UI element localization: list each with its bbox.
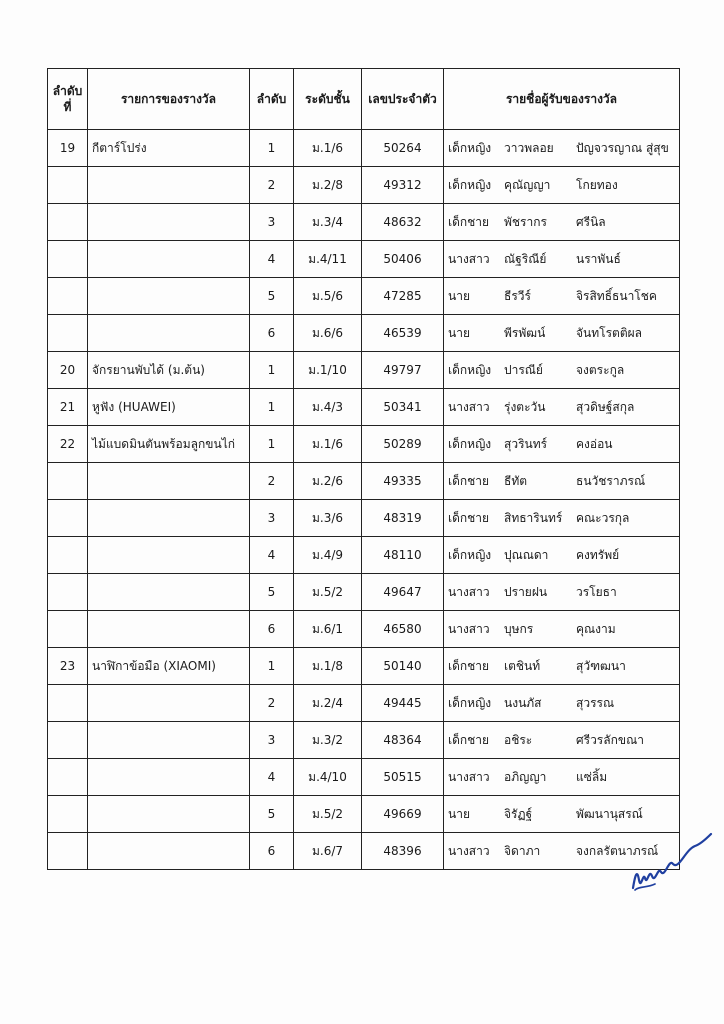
recipient-first-name: รุ่งตะวัน	[504, 399, 546, 414]
recipient-first-name: ธีทัต	[504, 473, 528, 488]
cell-recipient	[444, 130, 680, 167]
recipient-first-name: จิรัฏฐ์	[504, 806, 533, 821]
cell-order: 4	[250, 759, 294, 796]
header-item: รายการของรางวัล	[88, 69, 250, 130]
cell-grade: ม.4/3	[294, 389, 362, 426]
cell-recipient	[444, 278, 680, 315]
recipient-title: นางสาว	[448, 621, 490, 636]
cell-grade: ม.5/2	[294, 796, 362, 833]
cell-item	[88, 833, 250, 870]
table-row	[48, 204, 680, 241]
cell-grade: ม.4/9	[294, 537, 362, 574]
header-grade: ระดับชั้น	[294, 69, 362, 130]
cell-recipient	[444, 574, 680, 611]
cell-order: 3	[250, 722, 294, 759]
recipient-last-name: จันทโรตติผล	[576, 325, 643, 340]
recipient-title: เด็กชาย	[448, 658, 490, 673]
cell-student-id: 48632	[362, 204, 444, 241]
cell-recipient	[444, 167, 680, 204]
cell-recipient	[444, 500, 680, 537]
recipient-last-name: ศรีนิล	[576, 214, 606, 229]
recipient-first-name: ธีรวีร์	[504, 288, 531, 303]
cell-no	[48, 241, 88, 278]
cell-item: กีตาร์โปร่ง	[88, 130, 250, 167]
table-row	[48, 685, 680, 722]
recipient-first-name: ปุณณดา	[504, 547, 549, 562]
recipient-first-name: นงนภัส	[504, 695, 542, 710]
recipient-last-name: แซ่ลิ้ม	[576, 769, 608, 784]
recipient-title: เด็กชาย	[448, 473, 490, 488]
recipient-title: เด็กหญิง	[448, 436, 492, 451]
cell-grade: ม.6/6	[294, 315, 362, 352]
cell-no	[48, 574, 88, 611]
table-row	[48, 759, 680, 796]
cell-order: 6	[250, 315, 294, 352]
recipient-last-name: สุวัฑฒนา	[576, 658, 626, 673]
recipient-last-name: ธนวัชราภรณ์	[576, 473, 646, 488]
recipient-title: นางสาว	[448, 584, 490, 599]
recipient-last-name: จิรสิทธิ์ธนาโชค	[576, 288, 657, 303]
header-order: ลำดับ	[250, 69, 294, 130]
cell-grade: ม.4/11	[294, 241, 362, 278]
cell-order: 1	[250, 389, 294, 426]
cell-recipient	[444, 352, 680, 389]
cell-no	[48, 278, 88, 315]
cell-grade: ม.3/6	[294, 500, 362, 537]
recipient-last-name: นราพันธ์	[576, 251, 621, 266]
cell-recipient	[444, 389, 680, 426]
recipient-last-name: ศรีวรลักขณา	[576, 732, 644, 747]
cell-grade: ม.2/6	[294, 463, 362, 500]
header-student-id: เลขประจำตัว	[362, 69, 444, 130]
cell-student-id: 48110	[362, 537, 444, 574]
cell-order: 5	[250, 278, 294, 315]
recipient-title: เด็กชาย	[448, 510, 490, 525]
cell-recipient	[444, 685, 680, 722]
recipient-first-name: พีรพัฒน์	[504, 325, 546, 340]
cell-item	[88, 796, 250, 833]
table-row	[48, 463, 680, 500]
cell-item	[88, 167, 250, 204]
cell-student-id: 49669	[362, 796, 444, 833]
table-row	[48, 278, 680, 315]
cell-no	[48, 500, 88, 537]
recipient-title: นางสาว	[448, 843, 490, 858]
recipient-first-name: จิดาภา	[504, 843, 541, 858]
cell-order: 1	[250, 352, 294, 389]
cell-no: 20	[48, 352, 88, 389]
cell-order: 1	[250, 130, 294, 167]
cell-grade: ม.4/10	[294, 759, 362, 796]
cell-recipient	[444, 796, 680, 833]
recipient-last-name: สุวรรณ	[576, 695, 615, 710]
recipient-last-name: สุวดิษฐ์สกุล	[576, 399, 635, 414]
recipient-last-name: จงตระกูล	[576, 362, 625, 377]
cell-no	[48, 685, 88, 722]
cell-no	[48, 463, 88, 500]
recipient-first-name: สุวรินทร์	[504, 436, 548, 451]
cell-grade: ม.1/8	[294, 648, 362, 685]
recipient-title: เด็กหญิง	[448, 547, 492, 562]
cell-no	[48, 167, 88, 204]
recipient-last-name: คุณงาม	[576, 621, 616, 636]
table-row	[48, 426, 680, 463]
recipient-last-name: จงกลรัตนาภรณ์	[576, 843, 659, 858]
recipient-first-name: เตชินท์	[504, 658, 541, 673]
award-recipients-table	[47, 68, 680, 870]
cell-recipient	[444, 611, 680, 648]
cell-item	[88, 537, 250, 574]
recipient-title: นางสาว	[448, 251, 490, 266]
cell-order: 4	[250, 241, 294, 278]
cell-student-id: 48364	[362, 722, 444, 759]
recipient-last-name: คณะวรกุล	[576, 510, 630, 525]
table-row	[48, 389, 680, 426]
cell-order: 3	[250, 204, 294, 241]
table-row	[48, 352, 680, 389]
cell-order: 2	[250, 685, 294, 722]
cell-recipient	[444, 648, 680, 685]
recipient-first-name: วาวพลอย	[504, 140, 554, 155]
signature-mark	[625, 828, 715, 898]
recipient-last-name: วรโยธา	[576, 584, 617, 599]
cell-order: 5	[250, 574, 294, 611]
cell-no: 19	[48, 130, 88, 167]
cell-item	[88, 241, 250, 278]
recipient-title: นางสาว	[448, 399, 490, 414]
recipient-title: เด็กหญิง	[448, 177, 492, 192]
recipient-title: เด็กหญิง	[448, 140, 492, 155]
cell-no	[48, 315, 88, 352]
table-header-row	[48, 69, 680, 130]
table-row	[48, 611, 680, 648]
cell-item	[88, 685, 250, 722]
table-row	[48, 833, 680, 870]
recipient-first-name: พัชรากร	[504, 214, 547, 229]
cell-grade: ม.5/6	[294, 278, 362, 315]
cell-order: 6	[250, 833, 294, 870]
cell-student-id: 46580	[362, 611, 444, 648]
cell-no	[48, 833, 88, 870]
cell-student-id: 47285	[362, 278, 444, 315]
cell-student-id: 48396	[362, 833, 444, 870]
cell-order: 4	[250, 537, 294, 574]
cell-no	[48, 796, 88, 833]
recipient-last-name: คงทรัพย์	[576, 547, 620, 562]
cell-student-id: 49335	[362, 463, 444, 500]
cell-student-id: 50289	[362, 426, 444, 463]
cell-recipient	[444, 241, 680, 278]
cell-grade: ม.1/10	[294, 352, 362, 389]
recipient-title: เด็กชาย	[448, 214, 490, 229]
cell-student-id: 49312	[362, 167, 444, 204]
cell-student-id: 50264	[362, 130, 444, 167]
cell-recipient	[444, 426, 680, 463]
recipient-title: นาย	[448, 806, 470, 821]
header-recipient: รายชื่อผู้รับของรางวัล	[444, 69, 680, 130]
cell-student-id: 50515	[362, 759, 444, 796]
cell-order: 2	[250, 463, 294, 500]
recipient-first-name: สิทธารินทร์	[504, 510, 563, 525]
cell-item	[88, 278, 250, 315]
table-row	[48, 241, 680, 278]
table-row	[48, 500, 680, 537]
table-row	[48, 574, 680, 611]
recipient-title: เด็กหญิง	[448, 695, 492, 710]
recipient-first-name: บุษกร	[504, 621, 534, 636]
cell-order: 6	[250, 611, 294, 648]
cell-item	[88, 204, 250, 241]
cell-order: 5	[250, 796, 294, 833]
cell-grade: ม.1/6	[294, 130, 362, 167]
recipient-first-name: ณัฐริณีย์	[504, 251, 547, 266]
cell-item: ไม้แบดมินตันพร้อมลูกขนไก่	[88, 426, 250, 463]
recipient-first-name: คุณัญญา	[504, 177, 551, 192]
cell-no	[48, 722, 88, 759]
cell-item	[88, 759, 250, 796]
recipient-last-name: คงอ่อน	[576, 436, 613, 451]
cell-item: นาฬิกาข้อมือ (XIAOMI)	[88, 648, 250, 685]
recipient-first-name: อชิระ	[504, 732, 533, 747]
recipient-first-name: ปารณีย์	[504, 362, 543, 377]
cell-student-id: 46539	[362, 315, 444, 352]
cell-recipient	[444, 463, 680, 500]
cell-grade: ม.6/7	[294, 833, 362, 870]
cell-recipient	[444, 722, 680, 759]
cell-order: 3	[250, 500, 294, 537]
cell-no: 21	[48, 389, 88, 426]
cell-student-id: 48319	[362, 500, 444, 537]
recipient-title: นาย	[448, 325, 470, 340]
recipient-last-name: ปัญจวรญาณ สู่สุข	[576, 140, 669, 155]
cell-grade: ม.3/4	[294, 204, 362, 241]
cell-order: 1	[250, 426, 294, 463]
table-row	[48, 722, 680, 759]
table-row	[48, 796, 680, 833]
cell-item	[88, 463, 250, 500]
recipient-first-name: ปรายฝน	[504, 584, 548, 599]
cell-recipient	[444, 759, 680, 796]
cell-recipient	[444, 537, 680, 574]
recipient-last-name: พัฒนานุสรณ์	[576, 806, 643, 821]
cell-grade: ม.2/8	[294, 167, 362, 204]
cell-grade: ม.2/4	[294, 685, 362, 722]
cell-student-id: 49797	[362, 352, 444, 389]
cell-item	[88, 722, 250, 759]
cell-no: 22	[48, 426, 88, 463]
table-row	[48, 167, 680, 204]
table-row	[48, 537, 680, 574]
cell-recipient	[444, 204, 680, 241]
cell-no: 23	[48, 648, 88, 685]
table-row	[48, 315, 680, 352]
recipient-first-name: อภิญญา	[504, 769, 547, 784]
cell-student-id: 50140	[362, 648, 444, 685]
recipient-last-name: โกยทอง	[576, 177, 618, 192]
cell-no	[48, 611, 88, 648]
cell-no	[48, 537, 88, 574]
cell-no	[48, 759, 88, 796]
cell-item	[88, 500, 250, 537]
cell-order: 1	[250, 648, 294, 685]
recipient-title: นาย	[448, 288, 470, 303]
cell-item: หูฟัง (HUAWEI)	[88, 389, 250, 426]
cell-item	[88, 574, 250, 611]
header-no: ลำดับ ที่	[48, 69, 88, 130]
recipient-title: เด็กหญิง	[448, 362, 492, 377]
cell-student-id: 50406	[362, 241, 444, 278]
table-row	[48, 130, 680, 167]
cell-grade: ม.3/2	[294, 722, 362, 759]
cell-grade: ม.5/2	[294, 574, 362, 611]
recipient-title: เด็กชาย	[448, 732, 490, 747]
cell-no	[48, 204, 88, 241]
cell-item	[88, 315, 250, 352]
cell-grade: ม.6/1	[294, 611, 362, 648]
cell-grade: ม.1/6	[294, 426, 362, 463]
cell-student-id: 49445	[362, 685, 444, 722]
cell-recipient	[444, 315, 680, 352]
cell-student-id: 49647	[362, 574, 444, 611]
table-row	[48, 648, 680, 685]
cell-order: 2	[250, 167, 294, 204]
cell-item: จักรยานพับได้ (ม.ต้น)	[88, 352, 250, 389]
recipient-title: นางสาว	[448, 769, 490, 784]
cell-student-id: 50341	[362, 389, 444, 426]
cell-item	[88, 611, 250, 648]
